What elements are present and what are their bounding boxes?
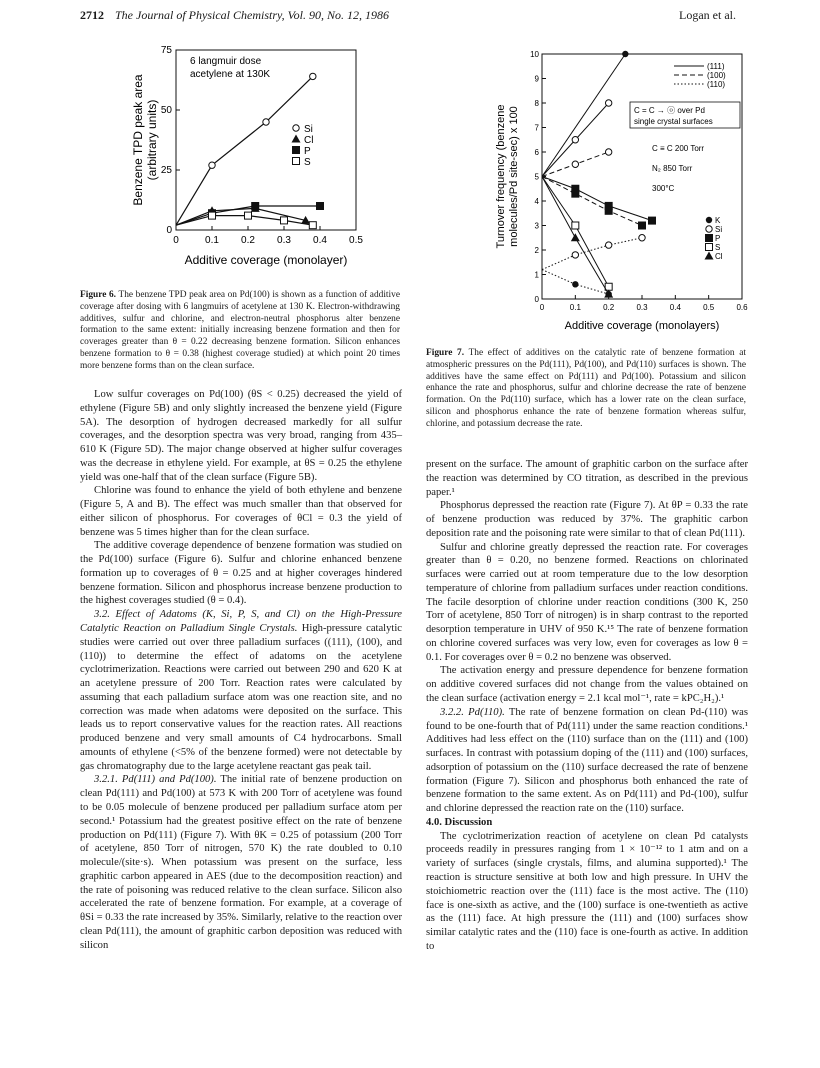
data-point-Si bbox=[572, 137, 578, 143]
y-tick-label: 0 bbox=[534, 295, 539, 304]
data-point-K bbox=[572, 281, 578, 287]
legend-label: (110) bbox=[707, 80, 726, 89]
y-tick-label: 8 bbox=[534, 99, 539, 108]
figure-7-caption-label: Figure 7. bbox=[426, 348, 465, 358]
annotation: 300°C bbox=[652, 184, 675, 193]
paragraph bbox=[80, 773, 402, 952]
legend-label: Cl bbox=[715, 252, 723, 261]
legend-label: Si bbox=[304, 124, 313, 135]
data-point-Si bbox=[639, 235, 645, 241]
figure-7-caption-text: The effect of additives on the catalytic rate of benzene formation at atmospheric pressures on the Pd(111), Pd(100), and Pd(110) surfaces is shown. The additives have the same effect on Pd(111) and Pd(100). Potassium and silicon enhance the rate and phosphorus, sulfur and chlorine decrease the rate of benzene formation. On the Pd(110) surface, which has a lower rate on the clean surface, silicon and phosphorus enhance the rate of benzene formation whereas sulfur, chlorine, and potassium decrease the rate. bbox=[426, 348, 746, 429]
legend-marker bbox=[293, 158, 300, 165]
legend-label: Si bbox=[715, 225, 723, 234]
x-tick-label: 0.4 bbox=[669, 303, 681, 312]
data-point-Si bbox=[310, 73, 316, 79]
paragraph: The cyclotrimerization reaction of acetylene on clean Pd catalysts proceeds readily in pressures ranging from 1 × 10⁻¹² to 1 atm and on a variety of surfaces (single crystals, films, and alumina supported).¹ The reaction is structure sensitive at both low and high pressure. In UHV the stoichiometric reaction over the (111) face is the most active. The (110) face is one-sixth as active, and the (100) surface is one-twentieth as active as the (111) face. At high pressure the (111) and (100) surfaces show similar catalytic rates and the (110) face is one-fourth as active. In addition to bbox=[426, 830, 748, 952]
x-axis-label: Additive coverage (monolayers) bbox=[564, 320, 720, 332]
data-point-Si bbox=[605, 149, 611, 155]
x-tick-label: 0.1 bbox=[569, 303, 581, 312]
data-point-P bbox=[571, 190, 579, 198]
legend-marker bbox=[293, 125, 299, 131]
legend-marker bbox=[706, 226, 712, 232]
x-tick-label: 0 bbox=[539, 303, 545, 312]
y-tick-label: 75 bbox=[160, 45, 172, 56]
y-tick-label: 50 bbox=[160, 105, 172, 116]
figure-7-caption bbox=[426, 348, 746, 430]
y-tick-label: 7 bbox=[534, 123, 539, 133]
figure-7 bbox=[480, 46, 780, 336]
data-point-S bbox=[209, 212, 216, 219]
paragraph-text: The rate of benzene formation on clean Pd-(110) was found to be one-fourth that of Pd(111) under the same reaction conditions.¹ Additives had less effect on the (110) surface than on the (111) and (100) surfaces. In contrast with potassium doping of the (111) and (100) surfaces, adsorption of potassium on the (110) surface decreased the rate of benzene formation (Figure 7). Silicon and phosphorus both enhanced the rate of benzene formation to the same extent. As on Pd(111) and Pd-(100), sulfur and chlorine depressed the reaction rate on the (110) surface. bbox=[426, 706, 748, 815]
paragraph bbox=[426, 706, 748, 816]
data-point-Si bbox=[263, 119, 269, 125]
data-point-K bbox=[622, 51, 628, 57]
data-point-K bbox=[605, 291, 611, 297]
x-tick-label: 0.5 bbox=[349, 235, 363, 246]
section-heading: 3.2.2. Pd(110). bbox=[440, 706, 505, 718]
x-tick-label: 0.3 bbox=[277, 235, 291, 246]
plot-frame bbox=[542, 54, 742, 299]
paragraph: The activation energy and pressure dependence for benzene formation on additive covered surfaces did not change from the values obtained on the clean surface (activation energy = 2.1 kcal mol⁻¹, rate = kPC₂H₂).¹ bbox=[426, 665, 748, 705]
y-tick-label: 10 bbox=[530, 50, 539, 59]
legend-marker bbox=[292, 146, 300, 154]
paragraph: present on the surface. The amount of graphitic carbon on the surface after the reaction was determined by CO titration, as described in the previous paper.¹ bbox=[426, 459, 748, 498]
legend-marker bbox=[292, 135, 301, 143]
series-line-K bbox=[542, 54, 625, 177]
figure-6-caption-label: Figure 6. bbox=[80, 290, 117, 300]
y-tick-label: 25 bbox=[160, 165, 172, 176]
legend-label: Cl bbox=[304, 135, 314, 146]
annotation: N₂ 850 Torr bbox=[652, 164, 693, 173]
data-point-P bbox=[316, 202, 324, 210]
data-point-Si bbox=[572, 161, 578, 167]
legend-marker bbox=[706, 244, 713, 251]
paragraph bbox=[80, 608, 402, 773]
y-tick-label: 6 bbox=[534, 148, 539, 157]
x-tick-label: 0.6 bbox=[736, 303, 748, 312]
data-point-Si bbox=[572, 252, 578, 258]
section-heading: 3.2.1. Pd(111) and Pd(100). bbox=[94, 774, 217, 786]
data-point-S bbox=[572, 222, 579, 229]
x-axis-label: Additive coverage (monolayer) bbox=[184, 253, 348, 267]
legend-label: (111) bbox=[707, 62, 725, 71]
y-tick-label: 4 bbox=[534, 197, 539, 206]
legend-label: K bbox=[715, 216, 721, 225]
y-tick-label: 2 bbox=[534, 246, 539, 255]
legend-marker bbox=[706, 217, 712, 223]
section-heading: 3.2. Effect of Adatoms (K, Si, P, S, and Cl) on the High-Pressure Catalytic Reaction on Palladium Single Crystals. bbox=[80, 609, 402, 635]
paragraph: The additive coverage dependence of benzene formation was studied on the Pd(100) surface (Figure 6). Sulfur and chlorine enhanced benzene formation up to coverages of θ = 0.25 and at higher coverages hindered benzene formation. Silicon and phosphorus increase benzene production to the highest coverages studied (θ = 0.4). bbox=[80, 540, 402, 607]
right-column bbox=[426, 458, 748, 954]
legend-label: (100) bbox=[707, 71, 726, 80]
paragraph: Low sulfur coverages on Pd(100) (θS < 0.25) decreased the yield of ethylene (Figure 5B) and only slightly increased the benzene yield (Figure 5A). The desorption of hydrogen decreased markedly for all sulfur coverages, and the desorption spectra was very broad, ranging from 435–610 K (Figure 5D). The major change observed at higher sulfur coverages was the decrease in ethylene yield. For example, at θS = 0.25 the ethylene yield was one-half that of the clean surface (Figure 5B). bbox=[80, 389, 402, 483]
paragraph: Sulfur and chlorine greatly depressed the reaction rate. For coverages greater than θ = 0.20, no benzene formed. Reactions on chlorinated surfaces were carried out at room temperature due to the low desorption temperature of chlorine from palladium surfaces under reaction conditions. The facile desorption of chlorine under reaction conditions (300 K, 250 Torr of acetylene, 850 Torr of nitrogen) is in sharp contrast to the reported desorption temperature in UHV of 950 K.¹⁵ The rate of benzene formation on chlorine covered surfaces was very low, even for coverages as low θ = 0.1. For coverages over θ = 0.2 no benzene was observed. bbox=[426, 541, 748, 663]
y-tick-label: 1 bbox=[534, 270, 539, 280]
data-point-P bbox=[638, 222, 646, 230]
paragraph: Phosphorus depressed the reaction rate (Figure 7). At θP = 0.33 the rate of benzene production was reduced by 37%. The graphitic carbon deposition rate and the poisoning rate were similar to that of clean Pd(111). bbox=[426, 500, 748, 539]
legend-label: P bbox=[715, 234, 721, 243]
series-line-Si bbox=[542, 238, 642, 270]
x-tick-label: 0.2 bbox=[603, 303, 615, 312]
paragraph-text: The initial rate of benzene production on clean Pd(111) and Pd(100) at 573 K with 200 Torr of acetylene was found to be 0.05 molecule of benzene produced per palladium surface atom per second.¹ Potassium had the greatest positive effect on the rate of benzene production on Pd(111) (Figure 7). With θK = 0.25 of potassium (200 Torr of acetylene, 850 Torr of nitrogen, 570 K) the rate doubled to 0.10 molecule/(site·s). When potassium was present on the surface, less graphitic carbon appeared in AES (due to the decomposition reaction) and the rate of poisoning was reduced relative to the clean surface. Silicon also accelerated the rate of benzene formation. For example, at a coverage of θSi = 0.33 the rate increased by 35%. Similarly, relative to the reaction over clean Pd(111), the amount of graphitic carbon deposition was reduced with silicon bbox=[80, 774, 402, 951]
annotation: C ≡ C 200 Torr bbox=[652, 144, 705, 153]
annotation: C = C → ⓞ over Pd bbox=[634, 106, 705, 115]
y-tick-label: 5 bbox=[534, 172, 539, 182]
figure-6 bbox=[76, 40, 396, 280]
legend-label: S bbox=[715, 243, 721, 252]
y-axis-label: Turnover frequency (benzenemolecules/Pd site-sec) x 100 bbox=[495, 104, 520, 249]
x-tick-label: 0.5 bbox=[703, 303, 715, 312]
legend-marker bbox=[705, 234, 713, 242]
section-heading-discussion: 4.0. Discussion bbox=[426, 816, 493, 828]
x-tick-label: 0 bbox=[173, 235, 179, 246]
paragraph-text: High-pressure catalytic studies were carried out over three palladium surfaces ((111), (100), and (110)) to determine the effect of adatoms on the acetylene cyclotrimerization. Reactions were carried out between 290 and 620 K at an acetylene pressure of 200 Torr. Reaction rates were calculated by assuming that each palladium surface atom was one reaction site, and no correction was made when adatoms were deposited on the surface. This leads us to report conservative values for the reaction rates. All reactions produced benzene and very small amounts of C4 hydrocarbons. Small amounts of ethylene (<5% of the benzene formed) were not detectable by gas chromatography due to the large acetylene reactant gas peak tail. bbox=[80, 623, 403, 772]
data-point-Cl bbox=[571, 233, 580, 241]
figure-7-chart bbox=[480, 46, 780, 336]
data-point-Si bbox=[605, 242, 611, 248]
page-number: 2712 bbox=[80, 8, 104, 22]
paragraph: Chlorine was found to enhance the yield of both ethylene and benzene (Figure 5, A and B). The effect was much smaller than that observed for either silicon of phosphorus. For coverages of θCl = 0.3 the yield of benzene was 5 times higher than for the clean surface. bbox=[80, 485, 402, 538]
figure-6-caption bbox=[80, 290, 400, 372]
running-header bbox=[80, 8, 736, 28]
y-tick-label: 3 bbox=[534, 221, 539, 231]
legend-label: S bbox=[304, 157, 311, 168]
y-tick-label: 9 bbox=[534, 74, 539, 84]
annotation: 6 langmuir dose bbox=[190, 56, 262, 67]
data-point-P bbox=[605, 207, 613, 215]
figure-6-caption-text: The benzene TPD peak area on Pd(100) is shown as a function of additive coverage after dosing with 6 langmuirs of acetylene at 130 K. Electron-withdrawing additives, sulfur and chlorine, and electron-neutral phosphorus alter benzene formation to the same extent: initially increasing benzene formation and then for coverages greater than θ = 0.22 decreasing benzene formation. Silicon enhances benzene formation to θ = 0.38 (highest coverage studied) at which point 20 times more benzene forms than on the clean surface. bbox=[80, 290, 400, 371]
legend-label: P bbox=[304, 146, 311, 157]
journal-title: The Journal of Physical Chemistry, Vol. 90, No. 12, 1986 bbox=[115, 8, 389, 22]
data-point-P bbox=[251, 202, 259, 210]
x-tick-label: 0.3 bbox=[636, 303, 648, 312]
annotation: acetylene at 130K bbox=[190, 69, 271, 80]
series-line-P bbox=[542, 177, 642, 226]
data-point-P bbox=[648, 217, 656, 225]
annotation: single crystal surfaces bbox=[634, 117, 713, 126]
left-column bbox=[80, 388, 402, 952]
series-line-P bbox=[542, 177, 652, 221]
data-point-S bbox=[281, 217, 288, 224]
y-axis-label: Benzene TPD peak area(arbitrary units) bbox=[131, 74, 159, 206]
data-point-S bbox=[245, 212, 252, 219]
y-tick-label: 0 bbox=[166, 225, 172, 236]
x-tick-label: 0.2 bbox=[241, 235, 255, 246]
authors: Logan et al. bbox=[679, 8, 736, 22]
legend-marker bbox=[705, 252, 714, 260]
data-point-Si bbox=[605, 100, 611, 106]
x-tick-label: 0.1 bbox=[205, 235, 219, 246]
data-point-S bbox=[309, 222, 316, 229]
figure-6-chart bbox=[76, 40, 396, 280]
x-tick-label: 0.4 bbox=[313, 235, 327, 246]
data-point-Si bbox=[209, 162, 215, 168]
